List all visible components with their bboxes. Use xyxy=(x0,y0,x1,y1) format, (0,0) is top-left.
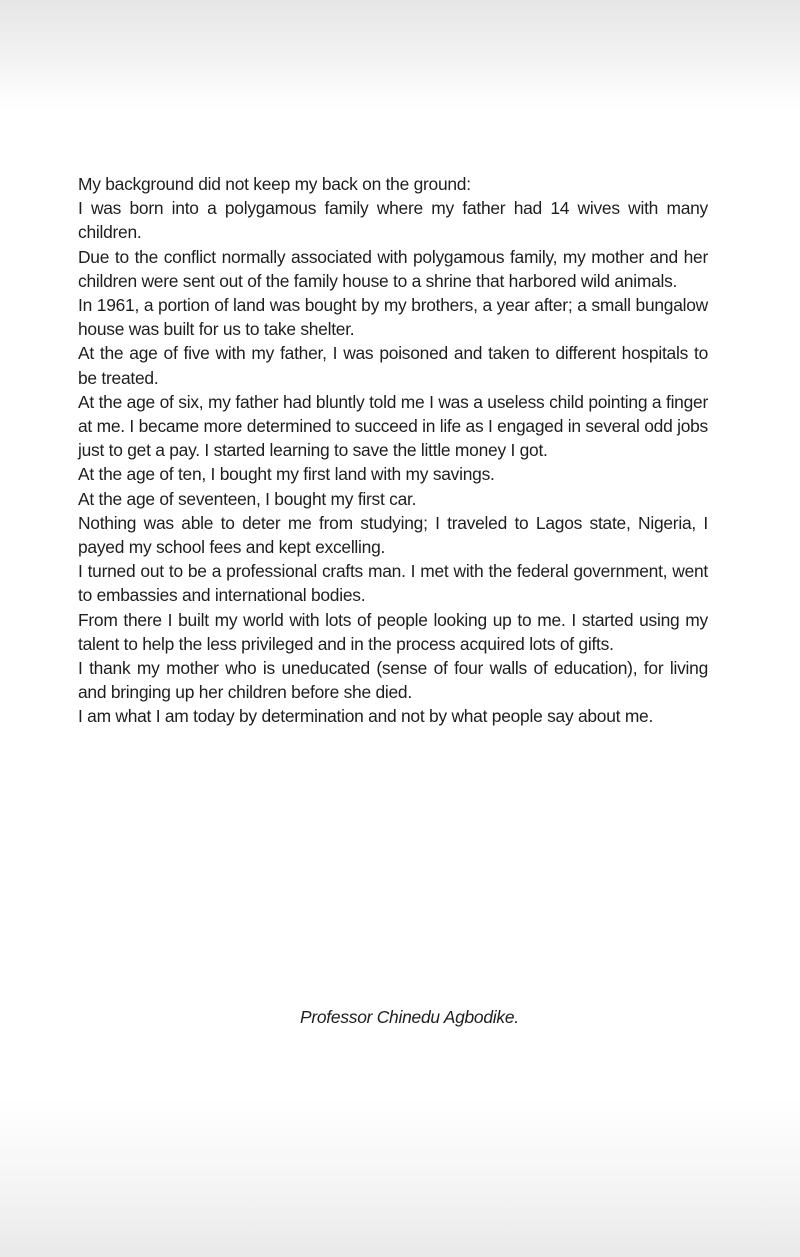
paragraph-background: My background did not keep my back on the ground: xyxy=(78,174,471,194)
paragraph-land-1961: In 1961, a portion of land was bought by my brothers, a year after; a small bungalow house was built for us to take shelter. xyxy=(78,295,708,340)
paragraph-birth: I was born into a polygamous family where my father had 14 wives with many children. xyxy=(78,198,708,243)
paragraph-conflict: Due to the conflict normally associated with polygamous family, my mother and her children were sent out of the family house to a shrine that harbored wild animals. xyxy=(78,246,708,291)
document-body xyxy=(78,172,708,729)
signature: Professor Chinedu Agbodike. xyxy=(300,1007,519,1027)
paragraph-determination: I am what I am today by determination and not by what people say about me. xyxy=(78,706,654,727)
paragraph-age-five: At the age of five with my father, I was poisoned and taken to different hospitals to be treated. xyxy=(78,343,708,388)
top-edge-shadow xyxy=(0,0,800,110)
paragraph-age-ten: At the age of ten, I bought my first land with my savings. xyxy=(78,464,495,485)
paragraph-age-seventeen: At the age of seventeen, I bought my first car. xyxy=(78,488,417,509)
paragraph-age-six: At the age of six, my father had bluntly told me I was a useless child pointing a finger at me. I became more determined to succeed in life as I engaged in several odd jobs just to get a pay. I started learning to save the little money I got. xyxy=(78,391,708,461)
paragraph-mother: I thank my mother who is uneducated (sense of four walls of education), for living and bringing up her children before she died. xyxy=(78,658,708,703)
paragraph-talent: From there I built my world with lots of people looking up to me. I started using my talent to help the less privileged and in the process acquired lots of gifts. xyxy=(78,609,708,654)
bottom-edge-shadow xyxy=(0,1097,800,1257)
paragraph-studying: Nothing was able to deter me from studying; I traveled to Lagos state, Nigeria, I payed my school fees and kept excelling. xyxy=(78,512,708,558)
paragraph-profession: I turned out to be a professional crafts man. I met with the federal government, went to embassies and international bodies. xyxy=(78,561,708,606)
